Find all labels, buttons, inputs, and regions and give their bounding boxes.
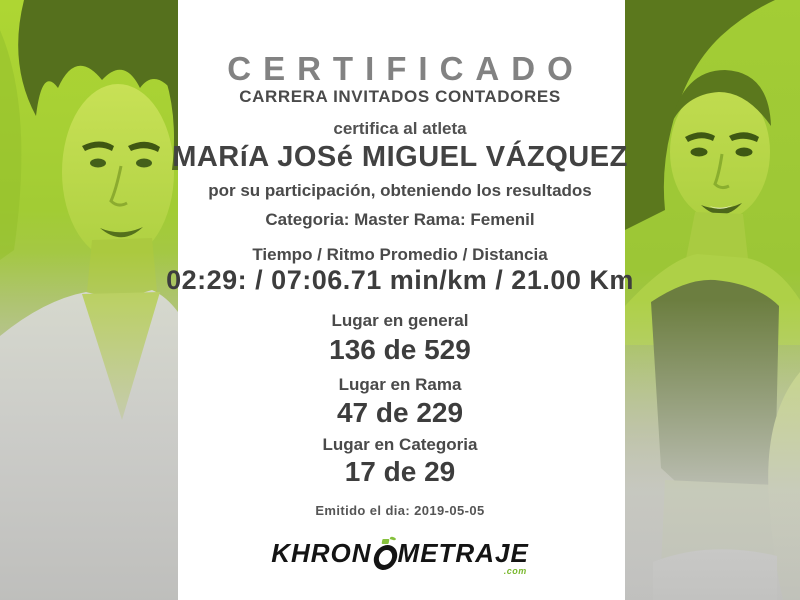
placement-general-value: 136 de 529 [329,334,471,365]
logo-text-right: METRAJE [397,538,529,568]
issued-date: Emitido el dia: 2019-05-05 [315,503,485,518]
logo-text-left: KHRON [271,538,372,568]
event-name: CARRERA INVITADOS CONTADORES [239,87,561,106]
brand-logo [0,538,800,576]
certificate-title: CERTIFICADO [227,50,585,87]
stopwatch-leaf-icon [389,536,396,541]
placement-rama-label: Lugar en Rama [338,375,462,394]
athlete-name: MARíA JOSé MIGUEL VÁZQUEZ [172,141,628,173]
results-values: 02:29: / 07:06.71 min/km / 21.00 Km [166,265,634,295]
placement-rama-value: 47 de 229 [336,397,464,428]
logo-tld: .com [503,566,527,576]
stopwatch-o-icon [373,539,397,569]
placement-categoria-label: Lugar en Categoria [322,435,478,454]
participation-text: por su participación, obteniendo los resultados [208,181,592,200]
placement-categoria-value: 17 de 29 [344,456,456,487]
certifies-label: certifica al atleta [333,119,467,138]
results-header: Tiempo / Ritmo Promedio / Distancia [252,245,548,264]
stopwatch-ring-icon [371,545,398,570]
category-line: Categoria: Master Rama: Femenil [265,210,535,229]
stopwatch-button-icon [381,539,389,544]
placement-general-label: Lugar en general [331,311,469,330]
